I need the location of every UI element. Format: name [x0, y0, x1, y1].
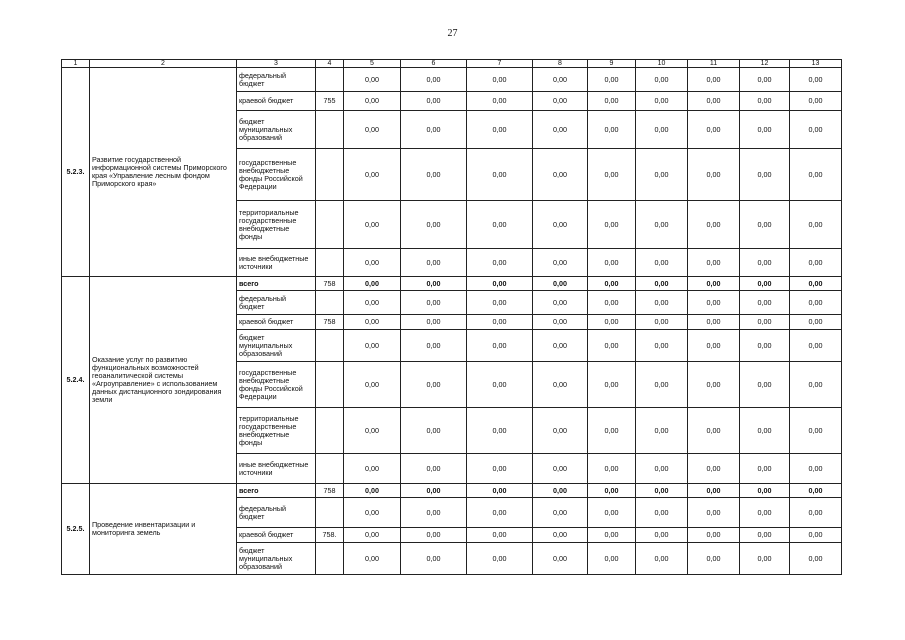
amount-cell: 0,00 — [790, 277, 842, 291]
funding-source: краевой бюджет — [237, 92, 316, 111]
amount-cell: 0,00 — [588, 149, 636, 201]
budget-code: 758 — [316, 315, 344, 330]
amount-cell: 0,00 — [533, 498, 588, 528]
amount-cell: 0,00 — [344, 201, 401, 249]
amount-cell: 0,00 — [636, 362, 688, 408]
amount-cell: 0,00 — [688, 362, 740, 408]
amount-cell: 0,00 — [588, 201, 636, 249]
amount-cell: 0,00 — [790, 201, 842, 249]
amount-cell: 0,00 — [344, 277, 401, 291]
amount-cell: 0,00 — [344, 330, 401, 362]
amount-cell: 0,00 — [688, 111, 740, 149]
amount-cell: 0,00 — [588, 362, 636, 408]
section-number: 5.2.5. — [62, 484, 90, 575]
budget-code: 758 — [316, 277, 344, 291]
amount-cell: 0,00 — [533, 92, 588, 111]
amount-cell: 0,00 — [588, 92, 636, 111]
amount-cell: 0,00 — [636, 498, 688, 528]
header-cell: 9 — [588, 60, 636, 68]
section-number: 5.2.3. — [62, 68, 90, 277]
amount-cell: 0,00 — [467, 498, 533, 528]
budget-code — [316, 408, 344, 454]
funding-source: краевой бюджет — [237, 315, 316, 330]
amount-cell: 0,00 — [688, 291, 740, 315]
funding-source: бюджет муниципальных образований — [237, 543, 316, 575]
amount-cell: 0,00 — [533, 68, 588, 92]
header-cell: 11 — [688, 60, 740, 68]
amount-cell: 0,00 — [533, 362, 588, 408]
amount-cell: 0,00 — [688, 330, 740, 362]
amount-cell: 0,00 — [790, 330, 842, 362]
amount-cell: 0,00 — [344, 408, 401, 454]
amount-cell: 0,00 — [467, 68, 533, 92]
amount-cell: 0,00 — [688, 249, 740, 277]
amount-cell: 0,00 — [401, 201, 467, 249]
amount-cell: 0,00 — [344, 543, 401, 575]
amount-cell: 0,00 — [588, 454, 636, 484]
amount-cell: 0,00 — [740, 111, 790, 149]
header-cell: 3 — [237, 60, 316, 68]
amount-cell: 0,00 — [636, 408, 688, 454]
amount-cell: 0,00 — [401, 291, 467, 315]
amount-cell: 0,00 — [344, 92, 401, 111]
amount-cell: 0,00 — [790, 92, 842, 111]
budget-code — [316, 454, 344, 484]
funding-source: федеральный бюджет — [237, 498, 316, 528]
table-row — [62, 484, 842, 498]
amount-cell: 0,00 — [688, 315, 740, 330]
header-cell: 7 — [467, 60, 533, 68]
amount-cell: 0,00 — [636, 68, 688, 92]
header-cell: 10 — [636, 60, 688, 68]
header-cell: 2 — [90, 60, 237, 68]
amount-cell: 0,00 — [688, 498, 740, 528]
amount-cell: 0,00 — [401, 362, 467, 408]
funding-source: федеральный бюджет — [237, 291, 316, 315]
amount-cell: 0,00 — [401, 528, 467, 543]
amount-cell: 0,00 — [344, 149, 401, 201]
funding-source: государственные внебюджетные фонды Российской Федерации — [237, 149, 316, 201]
amount-cell: 0,00 — [344, 484, 401, 498]
section-name: Развитие государственной информационной системы Приморского края «Управление лесным фондом Приморского края» — [90, 68, 237, 277]
amount-cell: 0,00 — [740, 408, 790, 454]
section-number: 5.2.4. — [62, 277, 90, 484]
budget-code — [316, 111, 344, 149]
amount-cell: 0,00 — [688, 68, 740, 92]
amount-cell: 0,00 — [740, 528, 790, 543]
amount-cell: 0,00 — [688, 484, 740, 498]
amount-cell: 0,00 — [467, 454, 533, 484]
amount-cell: 0,00 — [401, 498, 467, 528]
amount-cell: 0,00 — [588, 315, 636, 330]
amount-cell: 0,00 — [790, 68, 842, 92]
amount-cell: 0,00 — [740, 291, 790, 315]
amount-cell: 0,00 — [344, 249, 401, 277]
amount-cell: 0,00 — [533, 484, 588, 498]
amount-cell: 0,00 — [740, 498, 790, 528]
amount-cell: 0,00 — [790, 454, 842, 484]
amount-cell: 0,00 — [344, 315, 401, 330]
funding-source: территориальные государственные внебюджетные фонды — [237, 201, 316, 249]
amount-cell: 0,00 — [790, 362, 842, 408]
amount-cell: 0,00 — [467, 111, 533, 149]
amount-cell: 0,00 — [790, 291, 842, 315]
amount-cell: 0,00 — [740, 362, 790, 408]
header-cell: 6 — [401, 60, 467, 68]
header-cell: 5 — [344, 60, 401, 68]
amount-cell: 0,00 — [401, 68, 467, 92]
header-cell: 13 — [790, 60, 842, 68]
amount-cell: 0,00 — [401, 543, 467, 575]
amount-cell: 0,00 — [588, 498, 636, 528]
amount-cell: 0,00 — [344, 454, 401, 484]
header-cell: 8 — [533, 60, 588, 68]
amount-cell: 0,00 — [588, 249, 636, 277]
amount-cell: 0,00 — [636, 92, 688, 111]
amount-cell: 0,00 — [401, 484, 467, 498]
amount-cell: 0,00 — [467, 249, 533, 277]
budget-code — [316, 249, 344, 277]
amount-cell: 0,00 — [740, 249, 790, 277]
funding-source: всего — [237, 484, 316, 498]
amount-cell: 0,00 — [467, 528, 533, 543]
budget-code — [316, 543, 344, 575]
funding-source: территориальные государственные внебюджетные фонды — [237, 408, 316, 454]
amount-cell: 0,00 — [533, 543, 588, 575]
amount-cell: 0,00 — [588, 408, 636, 454]
amount-cell: 0,00 — [533, 277, 588, 291]
table-body — [62, 60, 842, 575]
amount-cell: 0,00 — [636, 277, 688, 291]
amount-cell: 0,00 — [533, 111, 588, 149]
amount-cell: 0,00 — [588, 111, 636, 149]
funding-source: всего — [237, 277, 316, 291]
amount-cell: 0,00 — [467, 149, 533, 201]
amount-cell: 0,00 — [688, 92, 740, 111]
page-number: 27 — [447, 28, 458, 39]
amount-cell: 0,00 — [588, 543, 636, 575]
amount-cell: 0,00 — [688, 408, 740, 454]
amount-cell: 0,00 — [636, 249, 688, 277]
amount-cell: 0,00 — [588, 330, 636, 362]
amount-cell: 0,00 — [467, 92, 533, 111]
amount-cell: 0,00 — [740, 484, 790, 498]
amount-cell: 0,00 — [533, 330, 588, 362]
amount-cell: 0,00 — [688, 201, 740, 249]
amount-cell: 0,00 — [740, 277, 790, 291]
funding-source: государственные внебюджетные фонды Российской Федерации — [237, 362, 316, 408]
amount-cell: 0,00 — [344, 362, 401, 408]
amount-cell: 0,00 — [588, 528, 636, 543]
amount-cell: 0,00 — [401, 149, 467, 201]
amount-cell: 0,00 — [533, 454, 588, 484]
amount-cell: 0,00 — [467, 330, 533, 362]
header-row — [62, 60, 842, 68]
table-row — [62, 277, 842, 291]
amount-cell: 0,00 — [636, 201, 688, 249]
amount-cell: 0,00 — [790, 498, 842, 528]
budget-code — [316, 362, 344, 408]
header-cell: 1 — [62, 60, 90, 68]
amount-cell: 0,00 — [588, 291, 636, 315]
amount-cell: 0,00 — [740, 68, 790, 92]
amount-cell: 0,00 — [588, 68, 636, 92]
funding-source: бюджет муниципальных образований — [237, 111, 316, 149]
budget-code — [316, 149, 344, 201]
budget-code: 755 — [316, 92, 344, 111]
amount-cell: 0,00 — [790, 249, 842, 277]
amount-cell: 0,00 — [636, 454, 688, 484]
funding-source: иные внебюджетные источники — [237, 454, 316, 484]
amount-cell: 0,00 — [636, 528, 688, 543]
amount-cell: 0,00 — [740, 149, 790, 201]
amount-cell: 0,00 — [467, 484, 533, 498]
header-cell: 4 — [316, 60, 344, 68]
budget-code — [316, 330, 344, 362]
budget-table — [61, 59, 842, 575]
amount-cell: 0,00 — [401, 277, 467, 291]
header-cell: 12 — [740, 60, 790, 68]
amount-cell: 0,00 — [533, 315, 588, 330]
amount-cell: 0,00 — [588, 277, 636, 291]
amount-cell: 0,00 — [401, 315, 467, 330]
amount-cell: 0,00 — [790, 408, 842, 454]
amount-cell: 0,00 — [636, 291, 688, 315]
amount-cell: 0,00 — [467, 201, 533, 249]
amount-cell: 0,00 — [533, 201, 588, 249]
budget-code — [316, 68, 344, 92]
amount-cell: 0,00 — [740, 201, 790, 249]
section-name: Оказание услуг по развитию функциональных возможностей геоаналитической системы «Агроуправление» с использованием данных дистанционного зондирования земли — [90, 277, 237, 484]
amount-cell: 0,00 — [636, 543, 688, 575]
amount-cell: 0,00 — [467, 362, 533, 408]
amount-cell: 0,00 — [740, 543, 790, 575]
amount-cell: 0,00 — [790, 528, 842, 543]
amount-cell: 0,00 — [344, 68, 401, 92]
amount-cell: 0,00 — [688, 149, 740, 201]
amount-cell: 0,00 — [401, 92, 467, 111]
amount-cell: 0,00 — [344, 528, 401, 543]
amount-cell: 0,00 — [688, 543, 740, 575]
amount-cell: 0,00 — [344, 111, 401, 149]
amount-cell: 0,00 — [790, 484, 842, 498]
section-name: Проведение инвентаризации и мониторинга земель — [90, 484, 237, 575]
funding-source: иные внебюджетные источники — [237, 249, 316, 277]
amount-cell: 0,00 — [790, 149, 842, 201]
amount-cell: 0,00 — [467, 408, 533, 454]
amount-cell: 0,00 — [740, 330, 790, 362]
amount-cell: 0,00 — [688, 454, 740, 484]
funding-source: федеральный бюджет — [237, 68, 316, 92]
amount-cell: 0,00 — [533, 149, 588, 201]
budget-code — [316, 291, 344, 315]
amount-cell: 0,00 — [636, 315, 688, 330]
amount-cell: 0,00 — [467, 291, 533, 315]
amount-cell: 0,00 — [344, 291, 401, 315]
amount-cell: 0,00 — [533, 408, 588, 454]
budget-code — [316, 498, 344, 528]
amount-cell: 0,00 — [636, 149, 688, 201]
amount-cell: 0,00 — [401, 454, 467, 484]
amount-cell: 0,00 — [344, 498, 401, 528]
amount-cell: 0,00 — [588, 484, 636, 498]
amount-cell: 0,00 — [401, 408, 467, 454]
amount-cell: 0,00 — [401, 111, 467, 149]
amount-cell: 0,00 — [740, 315, 790, 330]
table-row — [62, 68, 842, 92]
amount-cell: 0,00 — [790, 111, 842, 149]
amount-cell: 0,00 — [740, 454, 790, 484]
funding-source: краевой бюджет — [237, 528, 316, 543]
amount-cell: 0,00 — [790, 543, 842, 575]
amount-cell: 0,00 — [401, 330, 467, 362]
amount-cell: 0,00 — [636, 330, 688, 362]
budget-code: 758. — [316, 528, 344, 543]
amount-cell: 0,00 — [740, 92, 790, 111]
amount-cell: 0,00 — [533, 528, 588, 543]
amount-cell: 0,00 — [533, 249, 588, 277]
amount-cell: 0,00 — [636, 111, 688, 149]
amount-cell: 0,00 — [401, 249, 467, 277]
funding-source: бюджет муниципальных образований — [237, 330, 316, 362]
amount-cell: 0,00 — [533, 291, 588, 315]
amount-cell: 0,00 — [467, 277, 533, 291]
amount-cell: 0,00 — [467, 543, 533, 575]
budget-code: 758 — [316, 484, 344, 498]
budget-code — [316, 201, 344, 249]
amount-cell: 0,00 — [688, 277, 740, 291]
amount-cell: 0,00 — [467, 315, 533, 330]
amount-cell: 0,00 — [790, 315, 842, 330]
amount-cell: 0,00 — [688, 528, 740, 543]
amount-cell: 0,00 — [636, 484, 688, 498]
